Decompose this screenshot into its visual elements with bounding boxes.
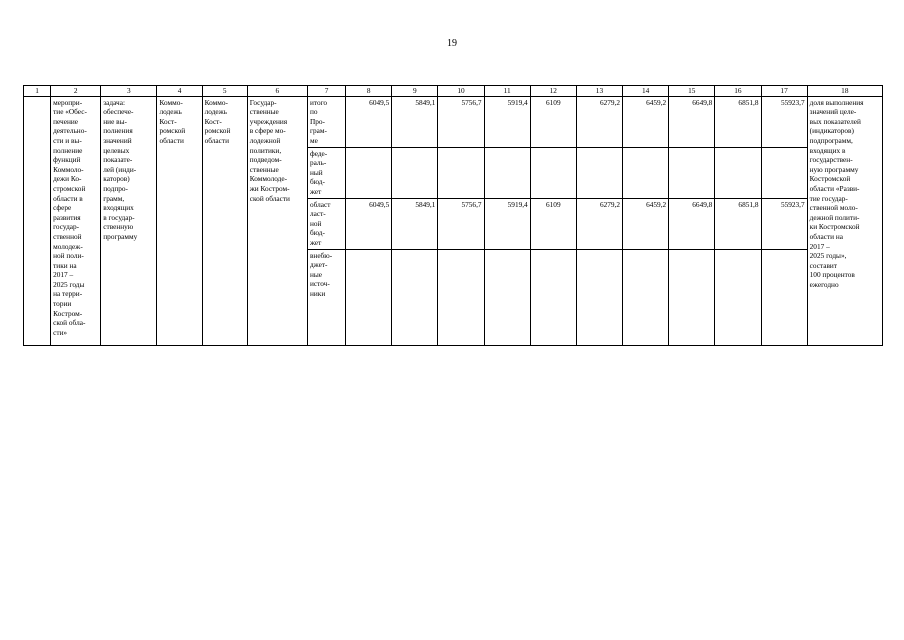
value-cell	[484, 249, 530, 345]
header-cell: 13	[576, 86, 622, 97]
value-cell: 6279,2	[576, 198, 622, 249]
header-cell: 6	[247, 86, 307, 97]
value-cell: 6049,5	[346, 96, 392, 147]
header-cell: 10	[438, 86, 484, 97]
value-cell	[530, 249, 576, 345]
value-cell: 6049,5	[346, 198, 392, 249]
source-label-cell	[307, 249, 345, 345]
value-cell	[761, 249, 807, 345]
header-row	[24, 86, 883, 97]
header-cell: 11	[484, 86, 530, 97]
header-cell: 14	[623, 86, 669, 97]
value-cell: 5849,1	[392, 198, 438, 249]
value-cell: 55923,7	[761, 198, 807, 249]
value-cell: 5919,4	[484, 96, 530, 147]
task-text: задача: обеспече- ние вы- полнения значений целевых показате- лей (инди- каторов) подпро- грамм, входящих в государ- ственную программу	[103, 97, 138, 241]
source-label-cell	[307, 96, 345, 147]
value-cell	[392, 249, 438, 345]
value-cell: 6279,2	[576, 96, 622, 147]
value-cell	[669, 249, 715, 345]
header-cell: 7	[307, 86, 345, 97]
coordinator-cell	[202, 96, 247, 345]
value-cell	[438, 249, 484, 345]
header-cell: 5	[202, 86, 247, 97]
value-cell	[715, 249, 761, 345]
value-cell: 55923,7	[761, 96, 807, 147]
value-cell	[623, 147, 669, 198]
value-cell: 6851,8	[715, 96, 761, 147]
value-cell: 6109	[530, 96, 576, 147]
executor-cell	[157, 96, 202, 345]
value-cell	[576, 147, 622, 198]
value-cell	[346, 249, 392, 345]
source-label-text: феде- раль- ный бюд- жет	[309, 148, 328, 196]
header-cell: 12	[530, 86, 576, 97]
value-cell: 6649,8	[669, 198, 715, 249]
table-row-total	[24, 96, 883, 147]
value-cell	[484, 147, 530, 198]
program-table	[23, 85, 883, 346]
source-label-text: област ласт- ной бюд- жет	[309, 199, 331, 247]
participants-cell	[247, 96, 307, 345]
value-cell	[715, 147, 761, 198]
source-label-cell	[307, 147, 345, 198]
result-cell	[807, 96, 882, 345]
value-cell: 5919,4	[484, 198, 530, 249]
result-text: доля выполнения значений целе- вых показателей (индикаторов) подпрограмм, входящих в государствен- ную программу Костромской области «Разви- тие государ- ственной моло- дежной полити- ки Костромской области на 2017 – 2025 годы», составит 100 процентов ежегодно	[809, 97, 864, 289]
header-cell: 3	[101, 86, 157, 97]
source-label-text: итого по Про- грам- ме	[309, 97, 328, 145]
header-cell: 8	[346, 86, 392, 97]
value-cell	[623, 249, 669, 345]
value-cell	[530, 147, 576, 198]
value-cell	[576, 249, 622, 345]
header-cell: 18	[807, 86, 882, 97]
value-cell	[438, 147, 484, 198]
header-cell: 2	[51, 86, 101, 97]
participants-text: Государ- ственные учреждения в сфере мо- лодежной политики, подведом- ственные Коммолоде- жи Костром- ской области	[249, 97, 290, 203]
page-number: 19	[447, 38, 457, 49]
source-label-cell	[307, 198, 345, 249]
value-cell: 6851,8	[715, 198, 761, 249]
coordinator-text: Коммо- лодежь Кост- ромской области	[204, 97, 231, 145]
value-cell	[761, 147, 807, 198]
header-cell: 1	[24, 86, 51, 97]
activity-cell	[51, 96, 101, 345]
header-cell: 15	[669, 86, 715, 97]
executor-text: Коммо- лодежь Кост- ромской области	[159, 97, 186, 145]
header-cell: 4	[157, 86, 202, 97]
value-cell: 6459,2	[623, 198, 669, 249]
value-cell: 5756,7	[438, 198, 484, 249]
task-cell	[101, 96, 157, 345]
col1-cell	[24, 96, 51, 345]
value-cell: 5849,1	[392, 96, 438, 147]
value-cell: 6109	[530, 198, 576, 249]
header-cell: 16	[715, 86, 761, 97]
value-cell	[669, 147, 715, 198]
source-label-text: внебю- джет- ные источ- ники	[309, 250, 333, 298]
value-cell	[346, 147, 392, 198]
value-cell: 6459,2	[623, 96, 669, 147]
value-cell: 5756,7	[438, 96, 484, 147]
value-cell: 6649,8	[669, 96, 715, 147]
header-cell: 17	[761, 86, 807, 97]
header-cell: 9	[392, 86, 438, 97]
value-cell	[392, 147, 438, 198]
activity-text: меропри- тие «Обес- печение деятельно- сти и вы- полнение функций Коммоло- дежи Ко- стромской области в сфере развития государ- ственной молодеж- ной поли- тики на 2017 – 2025 годы на терри- тории Костром- ской обла- сти»	[53, 97, 87, 337]
